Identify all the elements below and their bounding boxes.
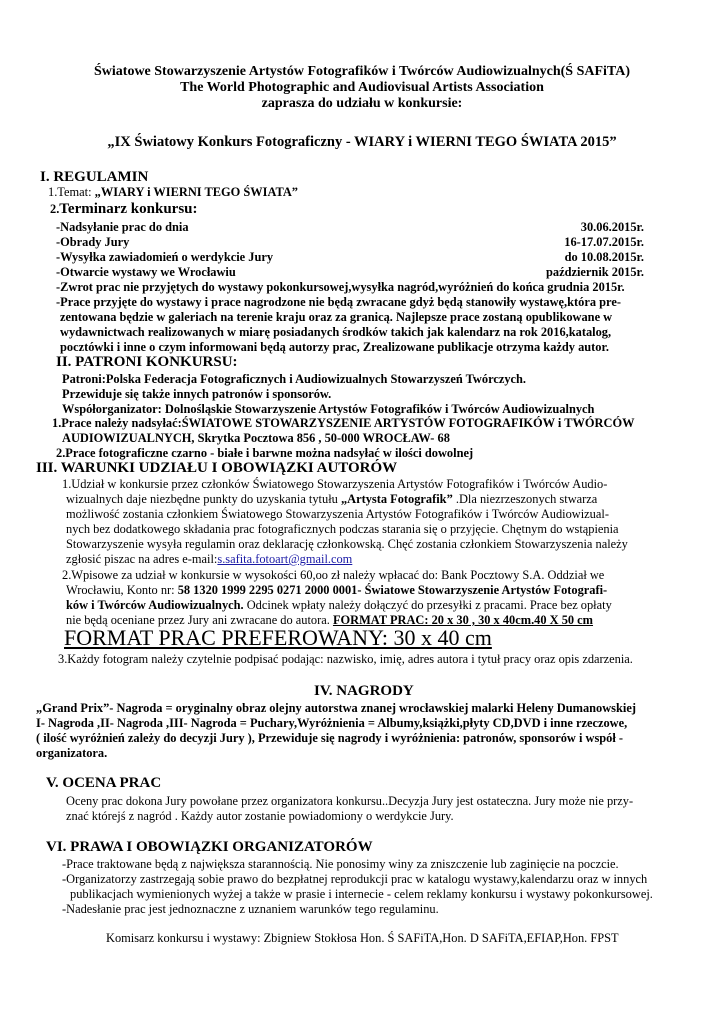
schedule-row-date: do 10.08.2015r. [564,250,644,264]
rights-text: publikacjach wymienionych wyżej a także w prasie i internecie - celem reklamy konkursu i wystawy pokonkursowej. [70,887,653,901]
rights-text: -Nadesłanie prac jest jednoznaczne z uznaniem warunków tego regulaminu. [62,902,439,916]
schedule-row-date: październik 2015r. [546,265,644,279]
judging-text: Oceny prac dokona Jury powołane przez organizatora konkursu..Decyzja Jury jest ostateczna. Jury może nie przy- [66,794,634,808]
account-holder: ków i Twórców Audiowizualnych. [66,598,244,612]
schedule-row-label: -Wysyłka zawiadomień o werdykcie Jury [56,250,274,264]
commissioner-line: Komisarz konkursu i wystawy: Zbigniew Stokłosa Hon. Ś SAFiTA,Hon. D SAFiTA,EFIAP,Hon. FPST [106,931,619,945]
organizer-name-en: The World Photographic and Audiovisual Artists Association [180,80,544,95]
rights-text: -Organizatorzy zastrzegają sobie prawo do bezpłatnej reprodukcji prac w katalogu wystawy,kalendarzu oraz w innych [62,872,648,886]
fee-text [66,598,612,613]
rights-text: -Prace traktowane będą z największa starannością. Nie ponosimy winy za zniszczenie lub zaginięcie na poczcie. [62,857,619,871]
schedule-title: Terminarz konkursu: [59,201,198,217]
invitation-text: zaprasza do udziału w konkursie: [261,96,463,111]
conditions-text: 1.Udział w konkursie przez członków Światowego Stowarzyszenia Artystów Fotografików i Twórców Audio- [62,477,608,491]
conditions-text [66,552,352,567]
fee-text: 2.Wpisowe za udział w konkursie w wysokości 60,oo zł należy wpłacać do: Bank Pocztowy S.A. Oddział we [62,568,605,582]
patrons-line: Patroni:Polska Federacja Fotograficznych i Audiowizualnych Stowarzyszeń Twórczych. [62,372,527,386]
conditions-text: Stowarzyszenie wysyła regulamin oraz deklarację członkowską. Chęć zostania członkiem Stowarzyszenia należy [66,537,628,551]
awards-line: ( ilość wyróżnień zależy do decyzji Jury ), Przewiduje się nagrody i wyróżnienia: patronów, sponsorów i współ - [36,731,624,745]
publication-note: zentowana będzie w galeriach na terenie kraju oraz za granicą. Najlepsze prace zostaną opublikowane w [60,310,613,324]
schedule-row-label: -Obrady Jury [56,235,130,249]
section-heading-awards: IV. NAGRODY [314,683,414,699]
theme-line [48,185,298,200]
schedule-row-label: -Otwarcie wystawy we Wrocławiu [56,265,236,279]
fee-text-part: Wrocławiu, Konto nr: [66,583,178,597]
mailing-address-line: 1.Prace należy nadsyłać:ŚWIATOWE STOWARZYSZENIE ARTYSTÓW FOTOGRAFIKÓW i TWÓRCÓW [52,416,635,430]
publication-note: wydawnictwach realizowanych w miarę posiadanych środków takich jak kalendarz na rok 2016,katalog, [60,325,612,339]
mailing-address-line: AUDIOWIZUALNYCH, Skrytka Pocztowa 856 , 50-000 WROCŁAW- 68 [62,431,450,445]
theme-prefix: 1.Temat: [48,185,95,199]
co-organizer-line: Współorganizator: Dolnośląskie Stowarzyszenie Artystów Fotografików i Twórców Audiowizualnych [62,402,595,416]
schedule-row-date: 30.06.2015r. [580,220,644,234]
conditions-text [66,492,597,507]
fee-text-part: Odcinek wpłaty należy dołączyć do przesyłki z pracami. Prace bez opłaty [243,598,612,612]
section-heading-organizer-rights: VI. PRAWA I OBOWIĄZKI ORGANIZATORÓW [46,839,373,855]
section-heading-rules: I. REGULAMIN [40,169,149,185]
publication-note: -Prace przyjęte do wystawy i prace nagrodzone nie będą zwracane gdyż będą stanowiły wystawę,która pre- [56,295,621,309]
schedule-row-label: -Nadsyłanie prac do dnia [56,220,189,234]
awards-line: „Grand Prix”- Nagroda = oryginalny obraz olejny autorstwa znanej wrocławskiej malarki Heleny Dumanowskiej [36,701,636,715]
email-label: zgłosić piszac na adres e-mail: [66,552,218,566]
conditions-text-part: .Dla niezrzeszonych stwarza [452,492,598,506]
conditions-text: nych bez dodatkowego składania prac fotograficznych podczas starania się o przyjęcie. Chętnym do wstąpienia [66,522,619,536]
preferred-format: FORMAT PRAC PREFEROWANY: 30 x 40 cm [64,625,492,650]
awards-line: organizatora. [36,746,108,760]
section-heading-judging: V. OCENA PRAC [46,775,162,791]
format-sizes: FORMAT PRAC: 20 x 30 , 30 x 40cm.40 X 50 cm [332,613,594,627]
awards-line: I- Nagroda ,II- Nagroda ,III- Nagroda = Puchary,Wyróżnienia = Albumy,książki,płyty CD,DVD i inne rzeczowe, [36,716,628,730]
fee-text-part: nie będą oceniane przez Jury ani zwracane do autora. [66,613,333,627]
organizer-name: Światowe Stowarzyszenie Artystów Fotografików i Twórców Audiowizualnych(Ś SAFiTA) [94,64,630,79]
conditions-text-part: wizualnych daje niezbędne punkty do uzyskania tytułu [66,492,341,506]
photo-types-line: 2.Prace fotograficzne czarno - białe i barwne można nadsyłać w ilości dowolnej [56,446,474,460]
publication-note: pocztówki i inne o czym informowani będą autorzy prac, Zrealizowane publikacje otrzyma każdy autor. [60,340,609,354]
email-link[interactable]: s.safita.fotoart@gmail.com [217,552,353,566]
contest-title: „IX Światowy Konkurs Fotograficzny - WIARY i WIERNI TEGO ŚWIATA 2015” [107,134,617,150]
conditions-text: możliwość zostania członkiem Światowego Stowarzyszenia Artystów Fotografików i Twórców Audiowizual- [66,507,609,521]
bank-account: 58 1320 1999 2295 0271 2000 0001- Światowe Stowarzyszenie Artystów Fotografi- [177,583,608,597]
patrons-line: Przewiduje się także innych patronów i sponsorów. [62,387,332,401]
theme-value: „WIARY i WIERNI TEGO ŚWIATA” [94,185,298,199]
schedule-row-date: 16-17.07.2015r. [564,235,644,249]
return-note: -Zwrot prac nie przyjętych do wystawy pokonkursowej,wysyłka nagród,wyróżnień do końca grudnia 2015r. [56,280,625,294]
labeling-instructions: 3.Każdy fotogram należy czytelnie podpisać podając: nazwisko, imię, adres autora i tytuł pracy oraz opis zdarzenia. [58,652,633,666]
fee-text [66,583,607,598]
section-heading-conditions: III. WARUNKI UDZIAŁU I OBOWIĄZKI AUTORÓW [36,460,398,476]
artist-title: „Artysta Fotografik” [340,492,453,506]
schedule-heading [50,202,198,217]
schedule-number: 2. [50,202,60,216]
judging-text: znać którejś z nagród . Każdy autor zostanie powiadomiony o werdykcie Jury. [66,809,454,823]
section-heading-patrons: II. PATRONI KONKURSU: [56,354,238,370]
